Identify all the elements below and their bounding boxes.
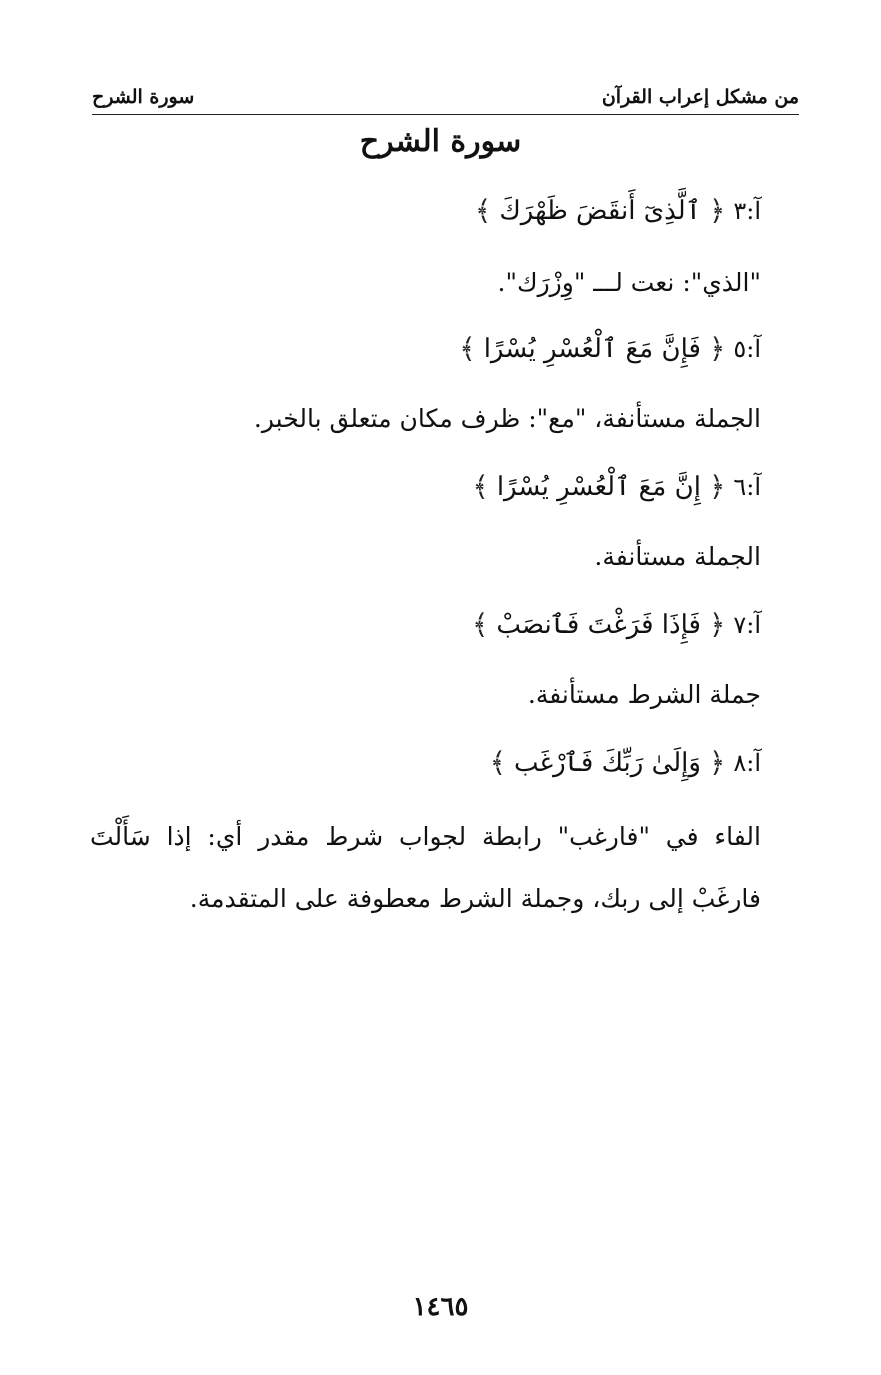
surah-header: سورة الشرح [92,86,195,108]
commentary: الجملة مستأنفة، "مع": ظرف مكان متعلق بالخبر. [253,404,761,433]
verse-text: إِنَّ مَعَ ٱلْعُسْرِ يُسْرًا [496,472,701,502]
ornate-bracket-close-icon: ﴾ [474,194,492,227]
verse-reference: آ:٧ [733,611,761,639]
commentary: الجملة مستأنفة. [594,542,761,571]
ornate-bracket-close-icon: ﴾ [471,608,489,641]
ornate-bracket-open-icon: ﴿ [708,332,726,365]
final-paragraph: الفاء في "فارغب" رابطة لجواب شرط مقدر أي: إذا سَأَلْتَ فارغَبْ إلى ربك، وجملة الشرط معطوفة على المتقدمة. [90,822,761,913]
commentary: جملة الشرط مستأنفة. [527,680,761,709]
surah-title: سورة الشرح [359,124,522,159]
book-title: من مشكل إعراب القرآن [601,86,799,108]
ornate-bracket-open-icon: ﴿ [708,608,726,641]
verse-reference: آ:٣ [733,197,761,225]
verse-reference: آ:٨ [733,749,761,777]
running-header [92,80,799,115]
verse-text: فَإِنَّ مَعَ ٱلْعُسْرِ يُسْرًا [483,334,701,364]
page-number: ١٤٦٥ [412,1292,469,1322]
verse-text: فَإِذَا فَرَغْتَ فَٱنصَبْ [496,610,701,640]
verse-reference: آ:٦ [733,473,761,501]
ornate-bracket-close-icon: ﴾ [459,332,476,365]
verse-line [490,748,761,778]
verse-line [472,472,761,502]
commentary: "الذي": نعت لـــ "وِزْرَك". [497,268,761,297]
verse-line [475,196,761,226]
verse-reference: آ:٥ [733,335,761,363]
verse-text: ٱلَّذِىٓ أَنقَضَ ظَهْرَكَ [499,196,701,226]
ornate-bracket-open-icon: ﴿ [708,194,726,227]
ornate-bracket-close-icon: ﴾ [472,470,489,503]
ornate-bracket-open-icon: ﴿ [708,746,726,779]
ornate-bracket-close-icon: ﴾ [489,746,506,779]
verse-text: وَإِلَىٰ رَبِّكَ فَٱرْغَب [513,748,701,778]
verse-line [459,334,761,364]
verse-line [472,610,761,640]
ornate-bracket-open-icon: ﴿ [708,470,726,503]
